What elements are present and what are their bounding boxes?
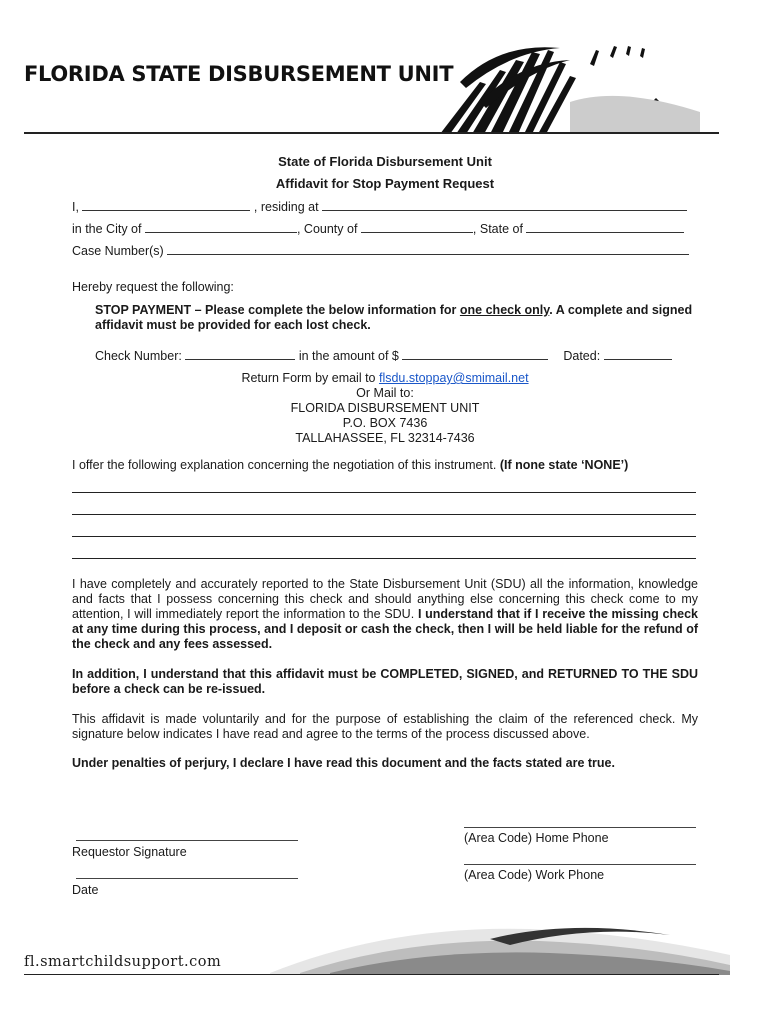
work-phone-field[interactable]: [464, 864, 696, 865]
requestor-signature-label: Requestor Signature: [72, 845, 187, 859]
state-field[interactable]: [526, 221, 684, 233]
return-email-line: [0, 371, 770, 386]
state-label: , State of: [472, 222, 523, 236]
explanation-line-2[interactable]: [72, 514, 696, 515]
explanation-line-1[interactable]: [72, 492, 696, 493]
address-field[interactable]: [322, 199, 687, 211]
case-label: Case Number(s): [72, 244, 164, 258]
county-field[interactable]: [361, 221, 473, 233]
form-subtitle: Affidavit for Stop Payment Request: [275, 176, 495, 191]
check-number-label: Check Number:: [95, 349, 182, 363]
case-line: [72, 243, 696, 258]
check-details-line: [95, 348, 697, 363]
explanation-line-3[interactable]: [72, 536, 696, 537]
wave-graphic: [270, 915, 730, 975]
footer-website[interactable]: fl.smartchildsupport.com: [24, 954, 222, 970]
location-line: [72, 221, 696, 236]
stop-suffix: . A complete and signed affidavit must be provided for each lost check.: [95, 303, 693, 332]
explanation-text: I offer the following explanation concerning the negotiation of this instrument.: [72, 458, 500, 472]
page-header-title: FLORIDA STATE DISBURSEMENT UNIT: [24, 62, 454, 86]
work-phone-label: (Area Code) Work Phone: [464, 868, 605, 882]
date-field[interactable]: [76, 878, 298, 879]
city-field[interactable]: [145, 221, 297, 233]
home-phone-label: (Area Code) Home Phone: [464, 831, 609, 845]
header-divider: [24, 132, 719, 134]
voluntary-paragraph: This affidavit is made voluntarily and for the purpose of establishing the claim of the referenced check. My signature below indicates I have read and agree to the terms of the process discussed above.: [72, 712, 698, 741]
amount-label: in the amount of $: [298, 349, 399, 363]
footer-divider: [24, 974, 719, 975]
identity-line: [72, 199, 696, 214]
acknowledgement-paragraph: [72, 577, 698, 652]
city-label: in the City of: [72, 222, 142, 236]
explanation-prompt: [72, 458, 628, 472]
stop-payment-instructions: [95, 303, 695, 333]
mail-name: FLORIDA DISBURSEMENT UNIT: [290, 401, 480, 415]
form-title: State of Florida Disbursement Unit: [278, 154, 492, 169]
signature-field[interactable]: [76, 840, 298, 841]
stop-underlined: one check only: [459, 303, 550, 317]
request-label: Hereby request the following:: [72, 280, 234, 294]
acknowledgement-text: I have completely and accurately reported to the State Disbursement Unit (SDU) all the information, knowledge and facts that I possess concerning this check and should anything else concerning this check come to my attention, I will immediately report the information to the SDU.: [72, 577, 698, 621]
check-number-field[interactable]: [185, 348, 295, 360]
date-label: Date: [72, 883, 99, 897]
or-mail-label: Or Mail to:: [356, 386, 414, 400]
name-field[interactable]: [82, 199, 250, 211]
return-email-prefix: Return Form by email to: [241, 371, 379, 385]
stop-prefix: STOP PAYMENT – Please complete the below information for: [95, 303, 460, 317]
liability-text: I understand that if I receive the missing check at any time during this process, and I deposit or cash the check, then I will be held liable for the refund of the check and any fees assessed.: [72, 607, 698, 651]
mail-box: P.O. BOX 7436: [342, 416, 428, 430]
amount-field[interactable]: [402, 348, 548, 360]
residing-label: , residing at: [253, 200, 319, 214]
palm-tree-logo: [420, 42, 720, 134]
case-number-field[interactable]: [167, 243, 689, 255]
perjury-statement: Under penalties of perjury, I declare I have read this document and the facts stated are true.: [72, 756, 615, 770]
mail-city: TALLAHASSEE, FL 32314-7436: [295, 431, 475, 445]
explanation-line-4[interactable]: [72, 558, 696, 559]
explanation-hint: (If none state ‘NONE’): [499, 458, 629, 472]
i-label: I,: [72, 200, 79, 214]
dated-field[interactable]: [604, 348, 672, 360]
dated-label: Dated:: [563, 349, 601, 363]
home-phone-field[interactable]: [464, 827, 696, 828]
return-email-link[interactable]: flsdu.stoppay@smimail.net: [378, 371, 529, 385]
county-label: , County of: [296, 222, 358, 236]
reissue-paragraph: In addition, I understand that this affidavit must be COMPLETED, SIGNED, and RETURNED TO THE SDU before a check can be re-issued.: [72, 667, 698, 696]
